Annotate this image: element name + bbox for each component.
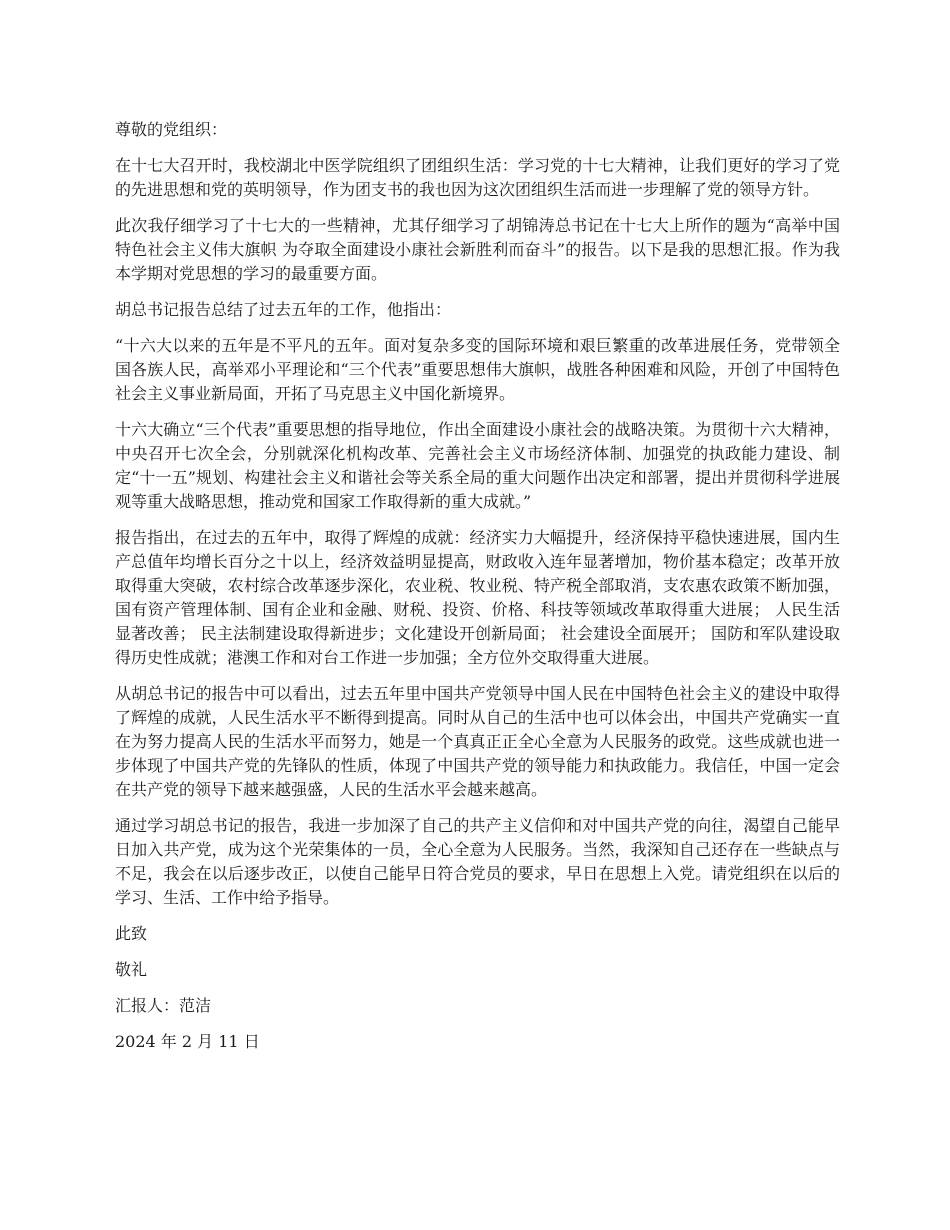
document-page <box>115 118 840 1066</box>
report-date: 2024 年 2 月 11 日 <box>115 1032 260 1051</box>
salutation: 尊敬的党组织： <box>115 120 228 139</box>
paragraph-8: 通过学习胡总书记的报告，我进一步加深了自己的共产主义信仰和对中国共产党的向往，渴望自己能早日加入共产党，成为这个光荣集体的一员，全心全意为人民服务。当然，我深知自己还存在一些缺点与不足，我会在以后逐步改正，以使自己能早日符合党员的要求，早日在思想上入党。请党组织在以后的学习、生活、工作中给予指导。 <box>115 816 840 907</box>
closing-line-1: 此致 <box>115 924 148 943</box>
paragraph-1: 在十七大召开时，我校湖北中医学院组织了团组织生活：学习党的十七大精神，让我们更好的学习了党的先进思想和党的英明领导，作为团支书的我也因为这次团组织生活而进一步理解了党的领导方针。 <box>115 156 840 199</box>
closing-line-2: 敬礼 <box>115 960 148 979</box>
paragraph-6: 报告指出，在过去的五年中，取得了辉煌的成就：经济实力大幅提升，经济保持平稳快速进展，国内生产总值年均增长百分之十以上，经济效益明显提高，财政收入连年显著增加，物价基本稳定；改革开放取得重大突破，农村综合改革逐步深化，农业税、牧业税、特产税全部取消，支农惠农政策不断加强，国有资产管理体制、国有企业和金融、财税、投资、价格、科技等领域改革取得重大进展； 人民生活显著改善； 民主法制建设取得新进步；文化建设开创新局面； 社会建设全面展开； 国防和军队建设取得历史性成就；港澳工作和对台工作进一步加强；全方位外交取得重大进展。 <box>115 528 840 667</box>
paragraph-4-quote: “十六大以来的五年是不平凡的五年。面对复杂多变的国际环境和艰巨繁重的改革进展任务，党带领全国各族人民，高举邓小平理论和“三个代表”重要思想伟大旗帜，战胜各种困难和风险，开创了中国特色社会主义事业新局面，开拓了马克思主义中国化新境界。 <box>115 336 840 403</box>
paragraph-5-quote: 十六大确立“三个代表”重要思想的指导地位，作出全面建设小康社会的战略决策。为贯彻十六大精神，中央召开七次全会，分别就深化机构改革、完善社会主义市场经济体制、加强党的执政能力建设、制定“十一五”规划、构建社会主义和谐社会等关系全局的重大问题作出决定和部署，提出并贯彻科学进展观等重大战略思想，推动党和国家工作取得新的重大成就。” <box>115 420 840 511</box>
reporter-signature: 汇报人：范洁 <box>115 996 212 1015</box>
paragraph-7: 从胡总书记的报告中可以看出，过去五年里中国共产党领导中国人民在中国特色社会主义的建设中取得了辉煌的成就，人民生活水平不断得到提高。同时从自己的生活中也可以体会出，中国共产党确实一直在为努力提高人民的生活水平而努力，她是一个真真正正全心全意为人民服务的政党。这些成就也进一步体现了中国共产党的先锋队的性质，体现了中国共产党的领导能力和执政能力。我信任，中国一定会在共产党的领导下越来越强盛，人民的生活水平会越来越高。 <box>115 684 840 799</box>
paragraph-3: 胡总书记报告总结了过去五年的工作，他指出： <box>115 300 452 319</box>
paragraph-2: 此次我仔细学习了十七大的一些精神，尤其仔细学习了胡锦涛总书记在十七大上所作的题为“高举中国特色社会主义伟大旗帜 为夺取全面建设小康社会新胜利而奋斗”的报告。以下是我的思想汇报。作为我本学期对党思想的学习的最重要方面。 <box>115 216 840 283</box>
